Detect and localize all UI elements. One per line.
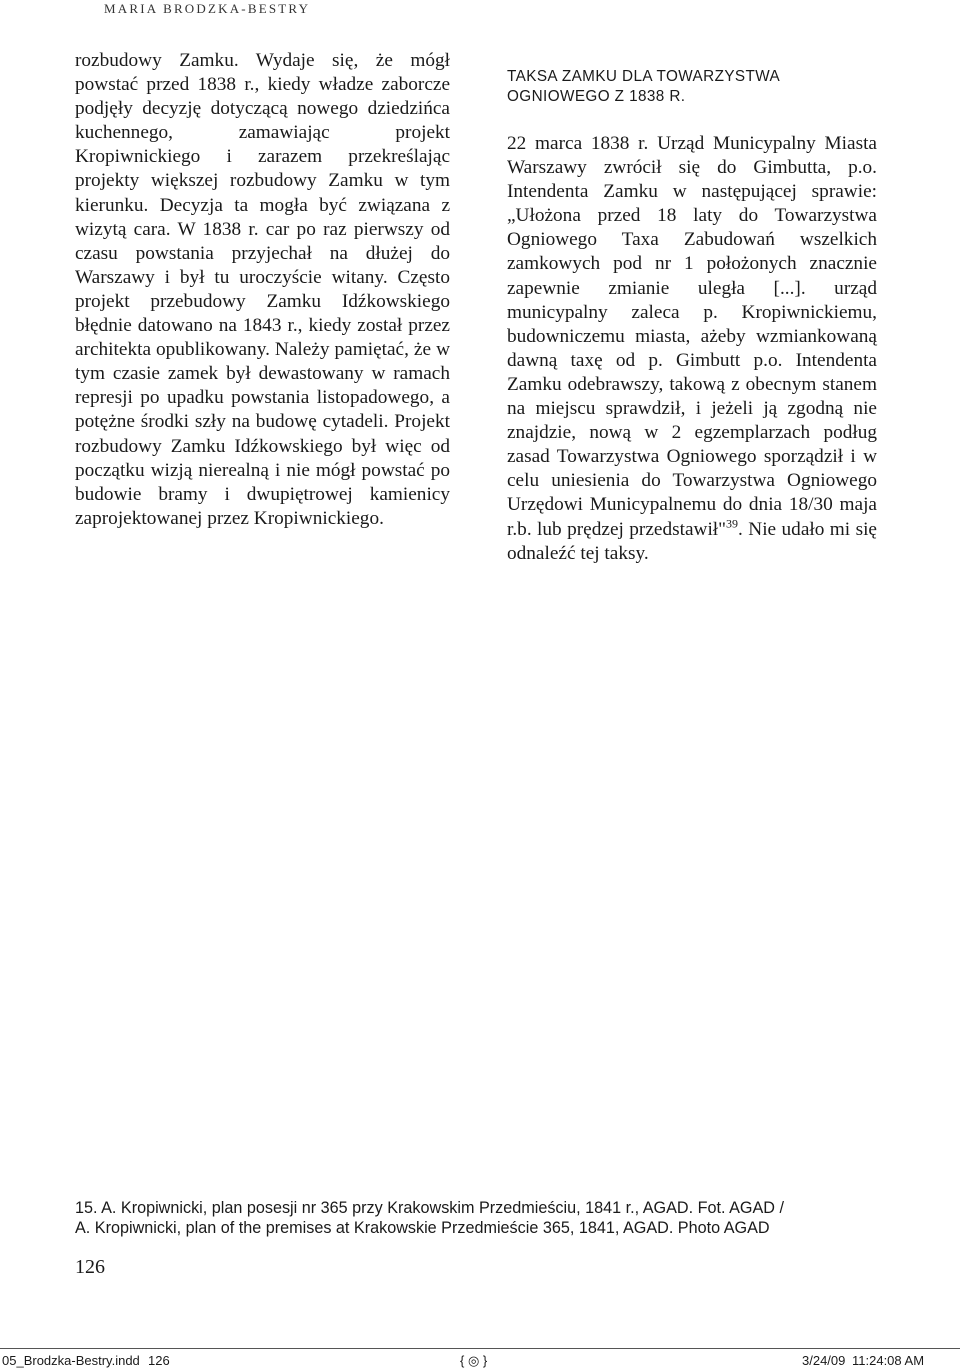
left-column — [75, 49, 450, 531]
caption-english: A. Kropiwnicki, plan of the premises at Krakowskie Przedmieście 365, 1841, AGAD. Photo AGAD — [75, 1219, 770, 1237]
right-column — [507, 49, 877, 566]
section-heading: TAKSA ZAMKU DLA TOWARZYSTWA OGNIOWEGO Z 1838 R. — [507, 68, 780, 105]
print-slug — [0, 1340, 960, 1369]
quote-tail-text: . Nie udało mi się odnaleźć tej taksy. — [507, 518, 877, 564]
quote-text: 22 marca 1838 r. Urząd Municypalny Miasta Warszawy zwrócił się do Gimbutta, p.o. Intendenta Zamku w następującej sprawie: „Ułożona przed 18 laty do Towarzystwa Ogniowego Taxa Zabudowań wszelkich zamkowych pod nr 1 położonych znacznie zapewnie zmianie uległa [...]. urząd municypalny zaleca p. Kropiwnickiemu, budowniczemu miasta, ażeby wzmiankowaną dawną taxę od p. Gimbutt p.o. Intendenta Zamku odebrawszy, takową z obecnym stanem na miejscu sprawdził, i jeżeli ją zgodną nie znajdzie, nową w 2 egzemplarzach podług zasad Towarzystwa Ogniowego sporządził i w celu uniesienia do Towarzystwa Ogniowego Urzędowi Municypalnemu do dnia 18/30 maja r.b. lub prędzej przedstawił" — [507, 133, 877, 540]
slug-time: 11:24:08 AM — [852, 1353, 925, 1368]
page-number: 126 — [75, 1256, 105, 1278]
slug-page-number: 126 — [148, 1353, 170, 1368]
body-paragraph: rozbudowy Zamku. Wydaje się, że mógł powstać przed 1838 r., kiedy władze zaborcze podjęły decyzję dotyczącą nowego dziedzińca kuchennego, zamawiając projekt Kropiwnickiego i zarazem przekreślając projekty większej rozbudowy Zamku w tym kierunku. Decyzja ta mogła być związana z wizytą cara. W 1838 r. car po raz pierwszy od czasu powstania przyjechał na dłużej do Warszawy i był tu uroczyście witany. Często projekt przebudowy Zamku Idźkowskiego błędnie datowano na 1843 r., kiedy został przez architekta opublikowany. Należy pamiętać, że w tym czasie zamek był dewastowany w ramach represji po upadku powstania listopadowego, a potężne środki szły na budowę cytadeli. Projekt rozbudowy Zamku Idźkowskiego był więc od początku wizją nierealną i nie mógł powstać po budowie bramy i dwupiętrowej kamienicy zaprojektowanej przez Kropiwnickiego. — [75, 50, 450, 529]
running-head: MARIA BRODZKA-BESTRY — [104, 1, 311, 16]
figure-caption — [75, 1198, 885, 1238]
body-paragraph-quote — [507, 132, 877, 566]
footnote-reference[interactable]: 39 — [726, 516, 739, 531]
slug-filename: 05_Brodzka-Bestry.indd — [2, 1353, 140, 1368]
slug-date: 3/24/09 — [802, 1353, 846, 1368]
registration-mark-icon: { ◎ } — [460, 1353, 488, 1368]
slug-rule — [0, 1348, 960, 1349]
caption-polish: 15. A. Kropiwnicki, plan posesji nr 365 przy Krakowskim Przedmieściu, 1841 r., AGAD. Fot. AGAD / — [75, 1199, 784, 1217]
